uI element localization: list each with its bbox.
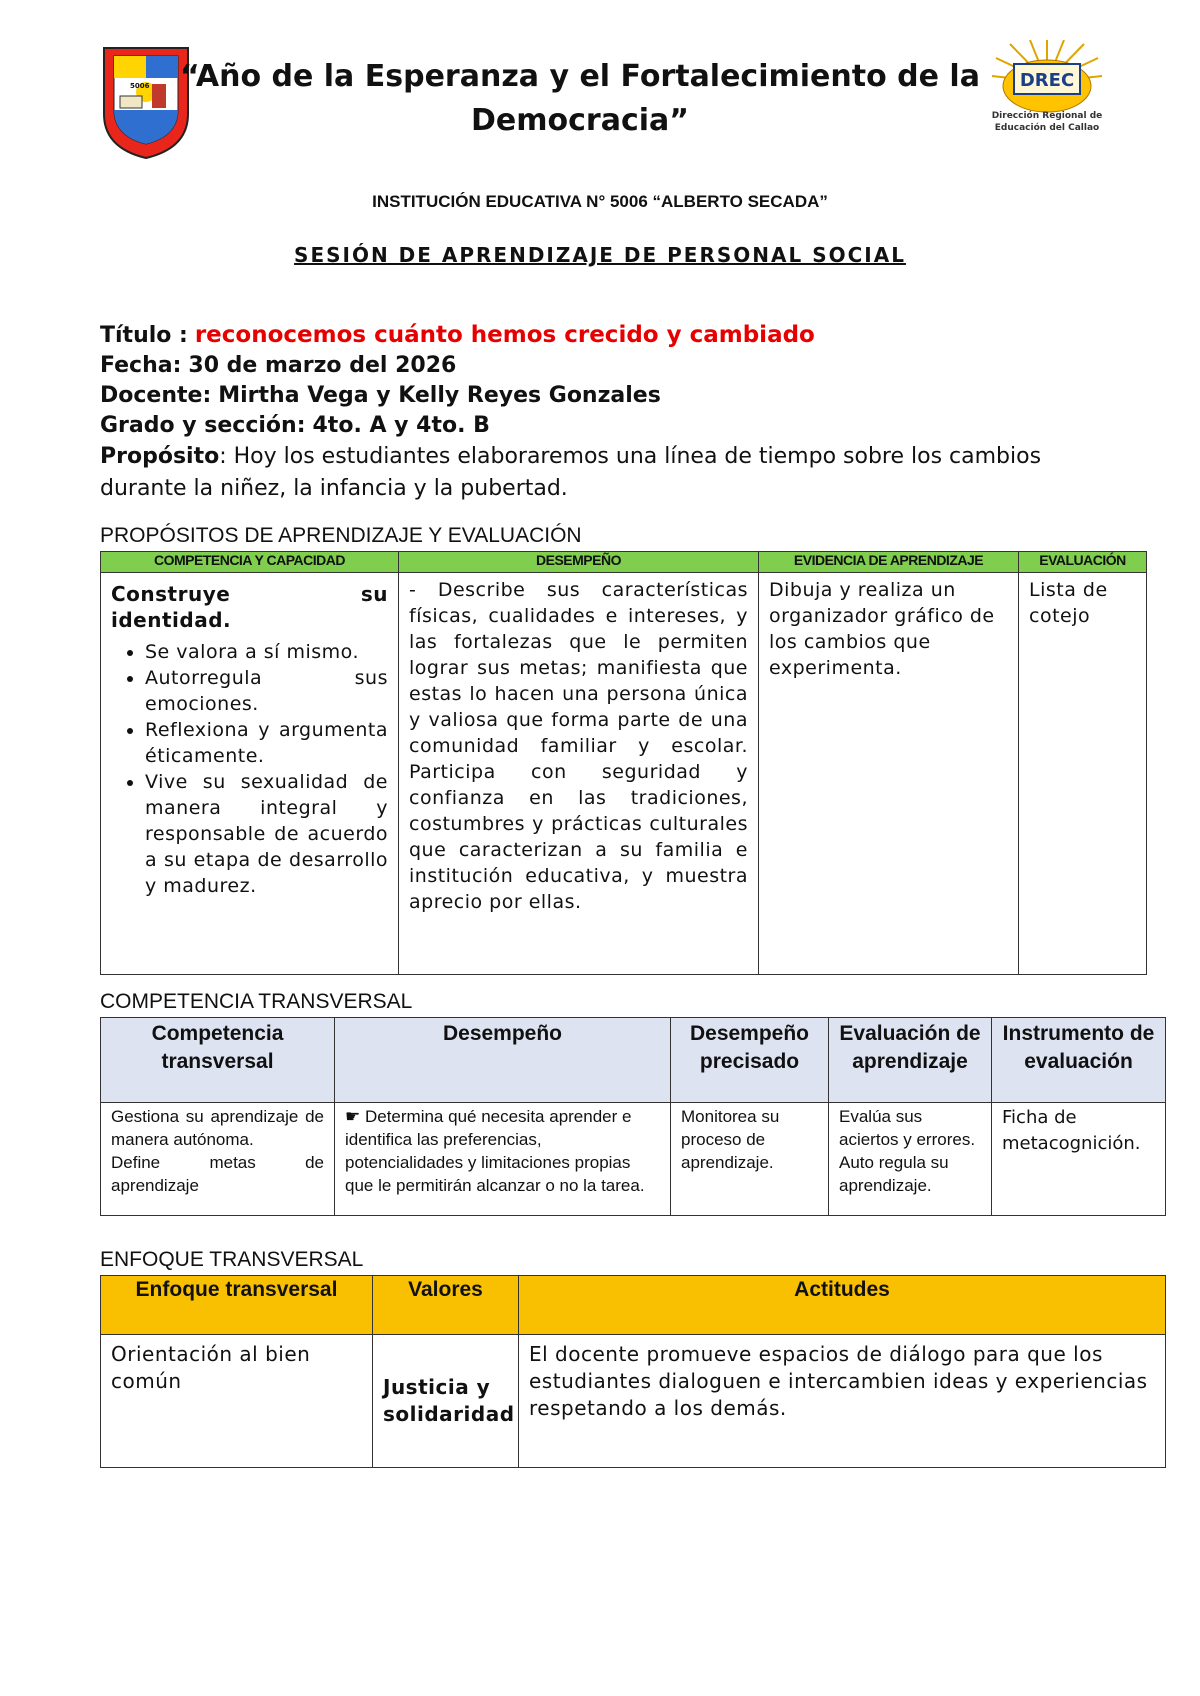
column-header: Valores <box>373 1276 519 1335</box>
title-value: reconocemos cuánto hemos crecido y cambiado <box>194 322 815 348</box>
pointing-hand-icon: ☛ <box>345 1107 365 1126</box>
purpose-label: Propósito <box>100 444 220 469</box>
performance-cell <box>335 1103 671 1216</box>
table-header-row <box>101 1276 1166 1335</box>
performance-cell: - Describe sus características físicas, cualidades e intereses, y las fortalezas que le permiten lograr sus metas; manifiesta que estas lo hacen una persona única y valiosa que forma parte de una comunidad familiar y escolar. Participa con seguridad y confianza en las tradiciones, costumbres y prácticas culturales que caracterizan a su familia e institución educativa, y muestra aprecio por ellas. <box>399 573 759 975</box>
purpose-row <box>100 441 1100 505</box>
column-header: Desempeño <box>335 1018 671 1103</box>
year-title-line-1: “Año de la Esperanza y el Fortalecimiento de la <box>180 59 980 94</box>
table-header-row <box>101 552 1147 573</box>
capacity-list <box>111 639 388 899</box>
date-row <box>100 351 1100 381</box>
column-header: Competencia transversal <box>101 1018 335 1103</box>
date-label: Fecha: <box>100 353 182 378</box>
evaluation-cell: Lista de cotejo <box>1019 573 1147 975</box>
school-crest-logo <box>100 44 192 160</box>
list-item: • Autorregula sus emociones. <box>145 665 388 717</box>
drec-logo <box>980 40 1114 146</box>
year-title-line-2: Democracia” <box>471 103 689 138</box>
svg-text:Dirección Regional de: Dirección Regional de <box>991 111 1103 121</box>
column-header: EVIDENCIA DE APRENDIZAJE <box>759 552 1019 573</box>
list-item: • Vive su sexualidad de manera integral y responsable de acuerdo a su etapa de desarrollo y madurez. <box>145 769 388 899</box>
column-header: Instrumento de evaluación <box>992 1018 1166 1103</box>
table-row <box>101 573 1147 975</box>
session-title: SESIÓN DE APRENDIZAJE DE PERSONAL SOCIAL <box>294 243 906 267</box>
purposes-table <box>100 551 1147 975</box>
section-heading-purposes: PROPÓSITOS DE APRENDIZAJE Y EVALUACIÓN <box>100 524 582 547</box>
evaluation-text-1: Evalúa sus aciertos y errores. <box>839 1107 976 1149</box>
date-value: 30 de marzo del 2026 <box>188 353 457 378</box>
column-header: Desempeño precisado <box>671 1018 829 1103</box>
year-title <box>180 55 980 143</box>
values-cell: Justicia y solidaridad <box>373 1335 519 1468</box>
competence-cell <box>101 1103 335 1216</box>
table-row <box>101 1103 1166 1216</box>
svg-text:5006: 5006 <box>130 82 150 90</box>
teacher-label: Docente: <box>100 383 212 408</box>
institution-name: INSTITUCIÓN EDUCATIVA N° 5006 “ALBERTO SECADA” <box>372 192 828 211</box>
attitudes-cell: El docente promueve espacios de diálogo para que los estudiantes dialoguen e intercambien ideas y experiencias respetando a los demás. <box>519 1335 1166 1468</box>
column-header: DESEMPEÑO <box>399 552 759 573</box>
transversal-competence-table <box>100 1017 1166 1216</box>
column-header: COMPETENCIA Y CAPACIDAD <box>101 552 399 573</box>
title-label: Título : <box>100 323 188 348</box>
purpose-value: : Hoy los estudiantes elaboraremos una línea de tiempo sobre los cambios durante la niñez, la infancia y la pubertad. <box>100 444 1042 501</box>
performance-text: Determina qué necesita aprender e identifica las preferencias, potencialidades y limitaciones propias que le permitirán alcanzar o no la tarea. <box>345 1107 645 1195</box>
transversal-approach-table <box>100 1275 1166 1468</box>
competence-name: Construye su identidad. <box>111 582 388 632</box>
approach-cell: Orientación al bien común <box>101 1335 373 1468</box>
grade-label: Grado y sección: <box>100 413 306 438</box>
title-row <box>100 320 1100 351</box>
grade-value: 4to. A y 4to. B <box>312 413 490 438</box>
capacity-text: Define metas de aprendizaje <box>111 1153 324 1195</box>
evidence-cell: Dibuja y realiza un organizador gráfico de los cambios que experimenta. <box>759 573 1019 975</box>
instrument-cell: Ficha de metacognición. <box>992 1103 1166 1216</box>
learning-evaluation-cell <box>829 1103 992 1216</box>
svg-text:DREC: DREC <box>1019 70 1075 91</box>
column-header: Actitudes <box>519 1276 1166 1335</box>
svg-text:Educación del Callao: Educación del Callao <box>994 123 1100 133</box>
list-item: • Reflexiona y argumenta éticamente. <box>145 717 388 769</box>
table-header-row <box>101 1018 1166 1103</box>
precise-performance-cell: Monitorea su proceso de aprendizaje. <box>671 1103 829 1216</box>
column-header: Enfoque transversal <box>101 1276 373 1335</box>
section-heading-transversal-competence: COMPETENCIA TRANSVERSAL <box>100 990 413 1013</box>
column-header: Evaluación de aprendizaje <box>829 1018 992 1103</box>
table-row <box>101 1335 1166 1468</box>
competence-cell <box>101 573 399 975</box>
competence-text: Gestiona su aprendizaje de manera autónoma. <box>111 1107 324 1149</box>
section-heading-transversal-approach: ENFOQUE TRANSVERSAL <box>100 1248 364 1271</box>
grade-row <box>100 411 1100 441</box>
list-item: • Se valora a sí mismo. <box>145 639 388 665</box>
session-info <box>100 320 1100 505</box>
teacher-row <box>100 381 1100 411</box>
evaluation-text-2: Auto regula su aprendizaje. <box>839 1153 949 1195</box>
teacher-value: Mirtha Vega y Kelly Reyes Gonzales <box>218 383 661 408</box>
column-header: EVALUACIÓN <box>1019 552 1147 573</box>
